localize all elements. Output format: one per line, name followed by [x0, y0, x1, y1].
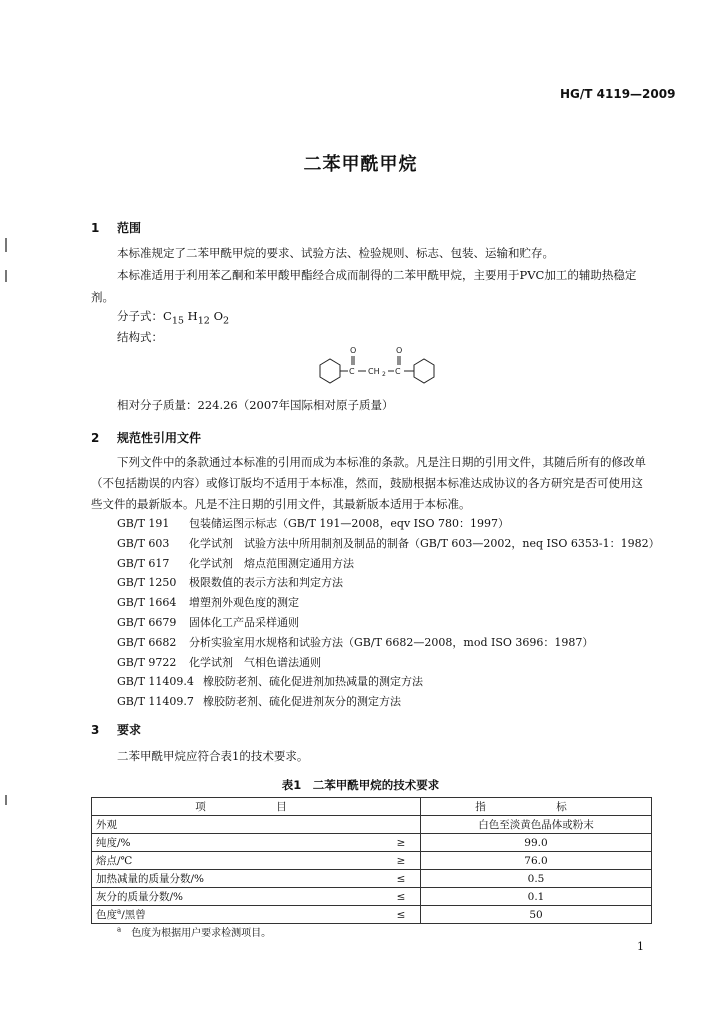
molecular-formula: 分子式：$C_{15}$ $H_{12}$ $O_2$ — [117, 309, 230, 327]
header-value: 指 标 — [421, 798, 652, 816]
scan-mark — [5, 795, 7, 805]
scope-paragraph-1: 本标准规定了二苯甲酰甲烷的要求、试验方法、检验规则、标志、包装、运输和贮存。 — [117, 246, 554, 260]
scope-paragraph-2: 本标准适用于利用苯乙酮和苯甲酸甲酯经合成而制得的二苯甲酰甲烷，主要用于PVC加工的辅助热稳定剂。 — [91, 268, 637, 304]
table-caption: 表1 二苯甲酰甲烷的技术要求 — [281, 778, 440, 792]
table-row: 熔点/℃ ≥ 76.0 — [92, 852, 652, 870]
section-heading-scope: 1 范围 — [91, 221, 142, 235]
table-footnote: $^a$ 色度为根据用户要求检测项目。 — [117, 925, 272, 939]
reference-item: GB/T 617 化学试剂 熔点范围测定通用方法 — [117, 556, 354, 570]
reference-item: GB/T 9722 化学试剂 气相色谱法通则 — [117, 655, 321, 669]
table-row: 纯度/% ≥ 99.0 — [92, 834, 652, 852]
reference-list — [117, 514, 660, 712]
relative-molecular-mass: 相对分子质量：224.26（2007年国际相对原子质量） — [117, 398, 394, 412]
table-row: 灰分的质量分数/% ≤ 0.1 — [92, 888, 652, 906]
table-row: 色度$^a$/黑曾 ≤ 50 — [92, 906, 652, 924]
reference-item: GB/T 191 包装储运图示标志（GB/T 191—2008，eqv ISO 780：1997） — [117, 517, 510, 530]
methylene-subscript: 2 — [382, 371, 386, 378]
reference-item: GB/T 6679 固体化工产品采样通则 — [117, 615, 299, 629]
reference-item: GB/T 603 化学试剂 试验方法中所用制剂及制品的制备（GB/T 603—2002，neq ISO 6353-1：1982） — [117, 536, 660, 550]
benzene-ring-left — [320, 359, 340, 383]
methylene: CH — [368, 367, 380, 376]
requirements-paragraph: 二苯甲酰甲烷应符合表1的技术要求。 — [117, 749, 309, 763]
carbon-right: C — [395, 367, 401, 376]
document-title: 二苯甲酰甲烷 — [303, 154, 418, 175]
oxygen-left: O — [350, 346, 357, 355]
page-number: 1 — [637, 940, 644, 953]
structural-formula — [312, 343, 442, 391]
section-heading-normative-references: 2 规范性引用文件 — [91, 431, 202, 445]
technical-requirements-table — [91, 797, 652, 924]
reference-item: GB/T 11409.7 橡胶防老剂、硫化促进剂灰分的测定方法 — [117, 695, 401, 709]
section-heading-requirements: 3 要求 — [91, 723, 142, 737]
standard-code: HG/T 4119—2009 — [560, 87, 676, 101]
header-item: 项 目 — [92, 798, 421, 816]
scan-mark — [5, 270, 7, 282]
table-header-row — [92, 798, 652, 816]
scan-mark — [5, 238, 7, 252]
table-row: 加热减量的质量分数/% ≤ 0.5 — [92, 870, 652, 888]
oxygen-right: O — [396, 346, 403, 355]
reference-item: GB/T 1664 增塑剂外观色度的测定 — [117, 596, 299, 610]
reference-item: GB/T 11409.4 橡胶防老剂、硫化促进剂加热减量的测定方法 — [117, 675, 423, 689]
references-paragraph: 下列文件中的条款通过本标准的引用而成为本标准的条款。凡是注日期的引用文件，其随后所有的修改单（不包括勘误的内容）或修订版均不适用于本标准，然而，鼓励根据本标准达成协议的各方研究是否可使用这些文件的最新版本。凡是不注日期的引用文件，其最新版本适用于本标准。 — [91, 455, 646, 511]
reference-item: GB/T 6682 分析实验室用水规格和试验方法（GB/T 6682—2008，mod ISO 3696：1987） — [117, 635, 594, 649]
carbon-left: C — [349, 367, 355, 376]
table-row: 外观 白色至淡黄色晶体或粉末 — [92, 816, 652, 834]
benzene-ring-right — [414, 359, 434, 383]
structure-label: 结构式： — [117, 330, 163, 344]
reference-item: GB/T 1250 极限数值的表示方法和判定方法 — [117, 576, 343, 590]
